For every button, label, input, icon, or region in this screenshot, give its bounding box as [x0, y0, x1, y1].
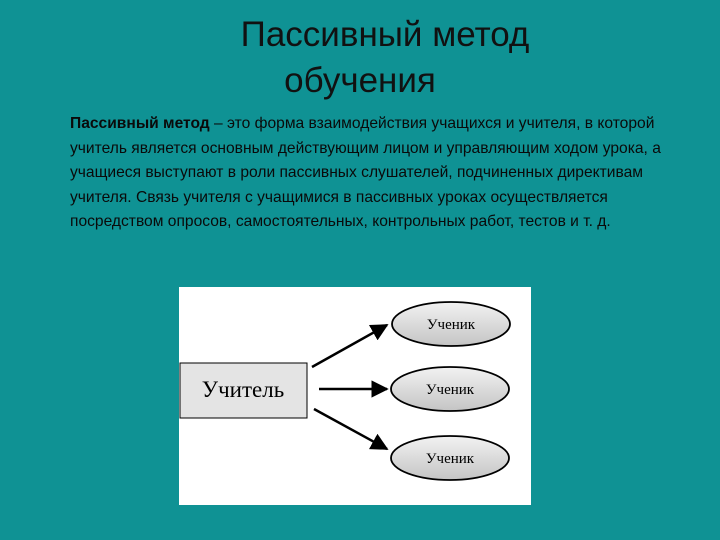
arrow-to-student-3: [314, 409, 387, 449]
title-line-2: обучения: [284, 61, 436, 100]
definition-term: Пассивный метод: [70, 115, 210, 132]
student-node-3: [391, 436, 509, 480]
student-node-1: [392, 302, 510, 346]
definition-text: – это форма взаимодействия учащихся и учителя, в которой учитель является основным действующим лицом и управляющим ходом урока, а учащиеся выступают в роли пассивных слушателей, подчиненных директивам учителя. Связь учителя с учащимися в пассивных уроках осуществляется посредством опросов, самостоятельных, контрольных работ, тестов и т. д.: [70, 115, 661, 230]
student-label-1: Ученик: [426, 317, 476, 333]
student-label-2: Ученик: [425, 382, 475, 398]
teacher-students-diagram: [179, 287, 531, 505]
student-node-2: [391, 367, 509, 411]
definition-paragraph: [70, 112, 700, 235]
arrow-to-student-1: [312, 325, 387, 367]
teacher-label: Учитель: [201, 377, 285, 402]
slide-title: [0, 12, 720, 104]
student-label-3: Ученик: [425, 451, 475, 467]
title-line-1: Пассивный метод: [240, 15, 530, 54]
